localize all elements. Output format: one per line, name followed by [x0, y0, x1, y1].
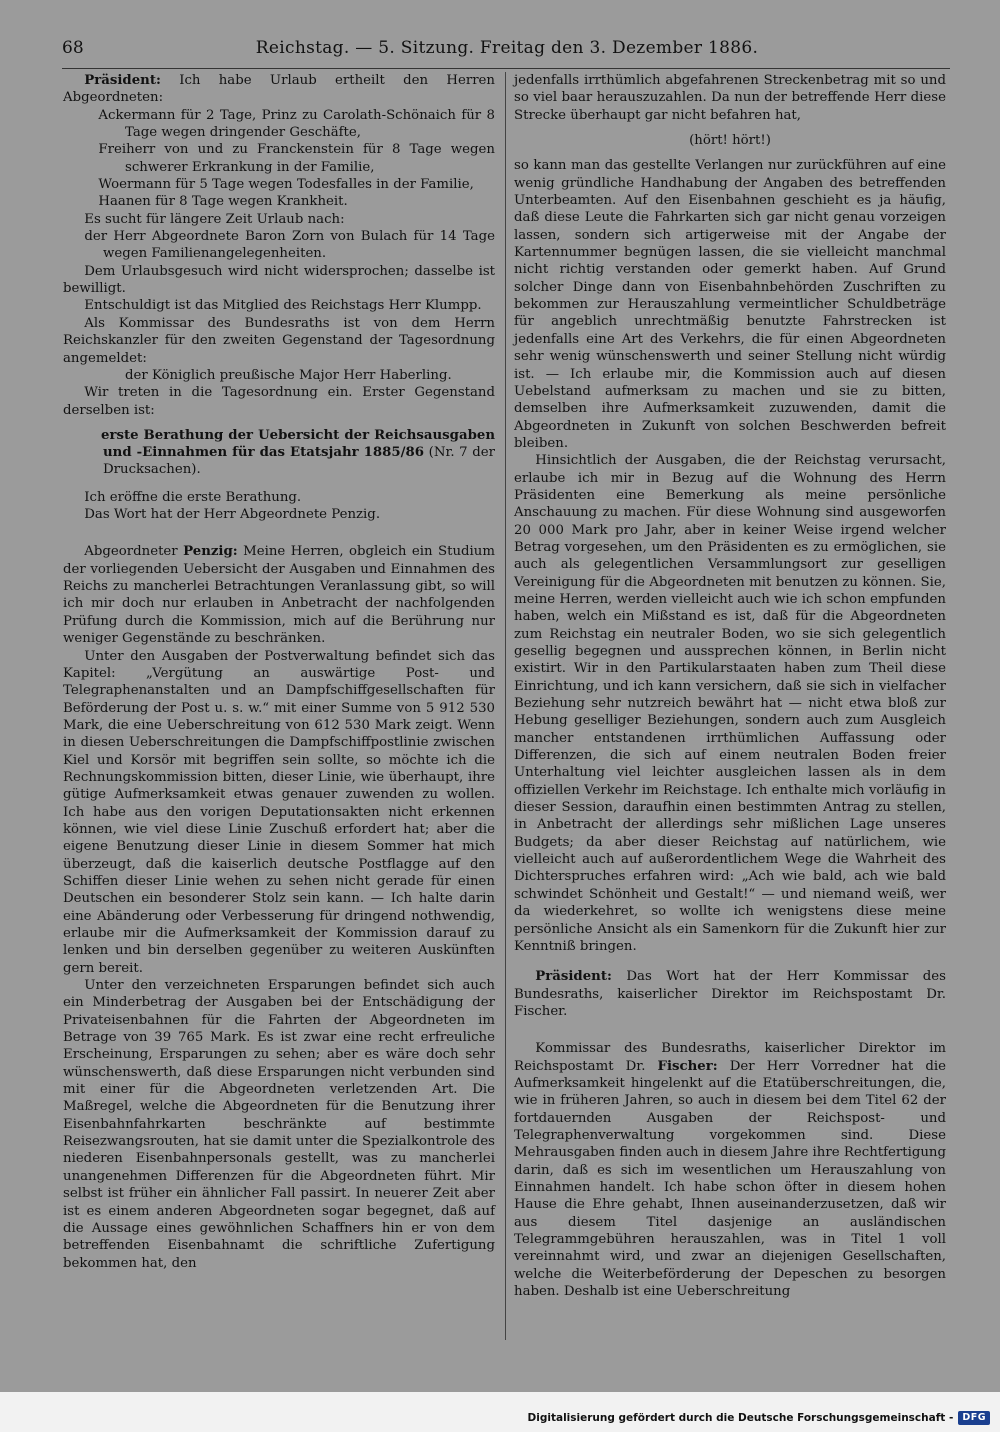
leave-item: Ackermann für 2 Tage, Prinz zu Carolath-Schönaich für 8 Tage wegen dringender Geschäfte,: [98, 107, 495, 141]
column-divider: [505, 72, 506, 1340]
speech-penzig: Abgeordneter Penzig: Meine Herren, obgleich ein Studium der vorliegenden Uebersicht der Ausgaben und Einnahmen des Reichs zu mancherlei Betrachtungen Veranlassung gibt, so will ich mir doch nur erlauben in Anbetracht der nachfolgenden Prüfung durch die Kommission, mich auf die Berührung nur weniger Gegenstände zu beschränken.: [63, 544, 495, 647]
paragraph: so kann man das gestellte Verlangen nur zurückführen auf eine wenig gründliche Handhabung der Angaben des betreffenden Unterbeamten. Auf den Eisenbahnen geschieht es ja häufig, daß diese Leute die Fahrkarten sich gar nicht genau vorzeigen lassen, sondern sich artigerweise mit der Angabe der Kartennummer begnügen lassen, die sie vielleicht manchmal nicht richtig verstanden oder gemerkt haben. Auf Grund solcher Dinge dann von Eisenbahnbehörden Zuschriften zu bekommen zur Herauszahlung vermeintlicher Schuldbeträge für angeblich unrechtmäßig benutzte Fahrstrecken ist jedenfalls eine Art des Verkehrs, die für einen Abgeordneten sehr wenig wünschenswerth und seiner Stellung nicht würdig ist. — Ich erlaube mir, die Kommission auch auf diesen Uebelstand aufmerksam zu machen und sie zu bitten, demselben ihre Aufmerksamkeit zuzuwenden, damit die Abgeordneten in Zukunft von solchen Beschwerden befreit bleiben.: [514, 158, 946, 451]
speaker-name: Präsident:: [84, 73, 161, 88]
footer-text: Digitalisierung gefördert durch die Deutsche Forschungsgemeinschaft -: [527, 1412, 954, 1424]
paragraph: Entschuldigt ist das Mitglied des Reichstags Herr Klumpp.: [84, 298, 482, 314]
leave-item: Freiherr von und zu Franckenstein für 8 Tage wegen schwerer Erkrankung in der Familie,: [98, 142, 495, 175]
page-header: [62, 34, 952, 62]
dfg-logo: DFG: [958, 1411, 990, 1425]
paragraph: Das Wort hat der Herr Abgeordnete Penzig.: [84, 507, 381, 523]
left-column: [63, 72, 495, 1272]
paragraph: Hinsichtlich der Ausgaben, die der Reichstag verursacht, erlaube ich mir in Bezug auf die Wohnung des Herrn Präsidenten eine Bemerkung als meine persönliche Anschauung zu machen. Für diese Wohnung sind ausgeworfen 20 000 Mark pro Jahr, aber in keiner Weise irgend welcher Betrag vorgesehen, um den Präsidenten es zu ermöglichen, sie auch als gelegentlichen Versammlungsort zur geselligen Vereinigung für die Abgeordneten mit benutzen zu können. Sie, meine Herren, werden vielleicht auch wie ich schon empfunden haben, welch ein Mißstand es ist, daß für die Abgeordneten zum Reichstag ein neutraler Boden, wo sie sich gelegentlich gesellig begegnen und aussprechen können, in Berlin nicht existirt. Wir in den Partikularstaaten haben zum Theil diese Einrichtung, und ich kann versichern, daß sie sich in vielfacher Beziehung sehr nutzreich bewährt hat — nicht etwa bloß zur Hebung geselliger Beziehungen, sondern auch zum Ausgleich mancher entstandenen irrthümlichen Auffassung oder Differenzen, die sich auf einem neutralen Boden freier Unterhaltung viel leichter ausgleichen lassen als in dem offiziellen Verkehr im Reichstage. Ich enthalte mich vorläufig in dieser Session, daraufhin einen bestimmten Antrag zu stellen, in Anbetracht der allerdings sehr mißlichen Lage unseres Budgets; da aber dieser Reichstag auf natürlichem, wie vielleicht auch auf außerordentlichem Wege die Wahrheit des Dichterspruches erfahren wird: „Ach wie bald, ach wie bald schwindet Schönheit und Gestalt!“ — und niemand weiß, wer da wiederkehret, so wollte ich wenigstens diese meine persönliche Ansicht als ein Samenkorn für die Zukunft hier zur Kenntniß bringen.: [514, 453, 946, 954]
paragraph: Wir treten in die Tagesordnung ein. Erster Gegenstand derselben ist:: [63, 385, 495, 418]
leave-item: Woermann für 5 Tage wegen Todesfalles in der Familie,: [98, 177, 474, 193]
interjection: (hört! hört!): [689, 133, 771, 149]
header-rule: [62, 68, 950, 69]
speaker-name: Penzig:: [183, 544, 238, 560]
commissioner-item: der Königlich preußische Major Herr Haberling.: [125, 367, 452, 383]
right-column: [514, 72, 946, 1300]
president-statement: Präsident: Das Wort hat der Herr Kommissar des Bundesraths, kaiserlicher Direktor im Reichspostamt Dr. Fischer.: [514, 969, 946, 1019]
paragraph: Es sucht für längere Zeit Urlaub nach:: [84, 211, 345, 227]
agenda-topic: erste Berathung der Uebersicht der Reichsausgaben und -Einnahmen für das Etatsjahr 1885/86 (Nr. 7 der Drucksachen).: [101, 427, 495, 478]
president-leave-announcement: Präsident: Ich habe Urlaub ertheilt den Herren Abgeordneten:: [63, 73, 495, 106]
paragraph: Als Kommissar des Bundesraths ist von dem Herrn Reichskanzler für den zweiten Gegenstand der Tagesordnung angemeldet:: [63, 315, 495, 366]
leave-item: Haanen für 8 Tage wegen Krankheit.: [98, 194, 348, 210]
speaker-name: Präsident:: [535, 969, 612, 985]
paragraph: Unter den verzeichneten Ersparungen befindet sich auch ein Minderbetrag der Ausgaben bei der Entschädigung der Privateisenbahnen für die Fahrten der Abgeordneten im Betrage von 39 765 Mark. Es ist zwar eine recht erfreuliche Erscheinung, Ersparungen zu sehen; aber es wäre doch sehr wünschenswerth, daß diese Ersparungen nicht verbunden sind mit einer für die Abgeordneten verletzenden Art. Die Maßregel, welche die Abgeordneten für die Benutzung ihrer Eisenbahnfahrkarten beschränkte auf bestimmte Reisezwangsrouten, hat sie damit unter die Spezialkontrole des niederen Eisenbahnpersonals gestellt, was zu mancherlei unangenehmen Differenzen für die Abgeordneten führt. Mir selbst ist früher ein ähnlicher Fall passirt. In neuerer Zeit aber ist es einem anderen Abgeordneten sogar begegnet, daß auf die Aussage eines gewöhnlichen Schaffners hin er von dem betreffenden Eisenbahnamt die schriftliche Zufertigung bekommen hat, den: [63, 978, 495, 1271]
digitization-footer: [528, 1410, 990, 1426]
paragraph: jedenfalls irrthümlich abgefahrenen Streckenbetrag mit so und so viel baar herauszuzahlen. Da nun der betreffende Herr diese Strecke überhaupt gar nicht befahren hat,: [514, 73, 946, 123]
running-title: Reichstag. — 5. Sitzung. Freitag den 3. Dezember 1886.: [255, 38, 759, 58]
paragraph: Ich eröffne die erste Berathung.: [84, 489, 302, 505]
page-number: 68: [62, 38, 84, 58]
paragraph: Dem Urlaubsgesuch wird nicht widersprochen; dasselbe ist bewilligt.: [63, 263, 495, 297]
leave-item: der Herr Abgeordnete Baron Zorn von Bulach für 14 Tage wegen Familienangelegenheiten.: [84, 229, 495, 262]
paragraph: Unter den Ausgaben der Postverwaltung befindet sich das Kapitel: „Vergütung an auswärtige Post- und Telegraphenanstalten und an Dampfschiffgesellschaften für Beförderung der Post u. s. w.“ mit einer Summe von 5 912 530 Mark, die eine Ueberschreitung von 612 530 Mark zeigt. Wenn in diesen Ueberschreitungen die Dampfschiffpostlinie zwischen Kiel und Korsör mit begriffen sein sollte, so möchte ich die Rechnungskommission bitten, dieser Linie, wie überhaupt, ihre gütige Aufmerksamkeit etwas genauer zuwenden zu wollen. Ich habe aus den vorigen Deputationsakten nicht erkennen können, wie viel diese Linie Zuschuß erfordert hat; aber die eigene Benutzung dieser Linie in diesem Sommer hat mich überzeugt, daß die kaiserlich deutsche Postflagge auf den Schiffen dieser Linie wehen zu sehen nicht gerade für einen Deutschen ein besonderer Stolz sein kann. — Ich halte darin eine Abänderung oder Verbesserung für dringend nothwendig, erlaube mir die Aufmerksamkeit der Kommission darauf zu lenken und bin derselben gegenüber zu weiteren Auskünften gern bereit.: [63, 648, 495, 976]
speaker-name: Fischer:: [657, 1058, 718, 1074]
speech-fischer: Kommissar des Bundesraths, kaiserlicher Direktor im Reichspostamt Dr. Fischer: Der Herr Vorredner hat die Aufmerksamkeit hingelenkt auf die Etatüberschreitungen, die, wie in früheren Jahren, so auch in diesem bei dem Titel 62 der fortdauernden Ausgaben der Reichspost- und Telegraphenverwaltung vorgekommen sind. Diese Mehrausgaben finden auch in diesem Jahre ihre Rechtfertigung darin, daß es sich im wesentlichen um Herauszahlung von Einnahmen handelt. Ich habe schon öfter in diesem hohen Hause die Ehre gehabt, Ihnen auseinanderzusetzen, daß wir aus diesem Titel dasjenige an ausländischen Telegrammgebühren herauszahlen, was in Titel 1 voll vereinnahmt wird, und zwar an diejenigen Gesellschaften, welche die Weiterbeförderung der Depeschen zu besorgen haben. Deshalb ist eine Ueberschreitung: [514, 1041, 946, 1300]
